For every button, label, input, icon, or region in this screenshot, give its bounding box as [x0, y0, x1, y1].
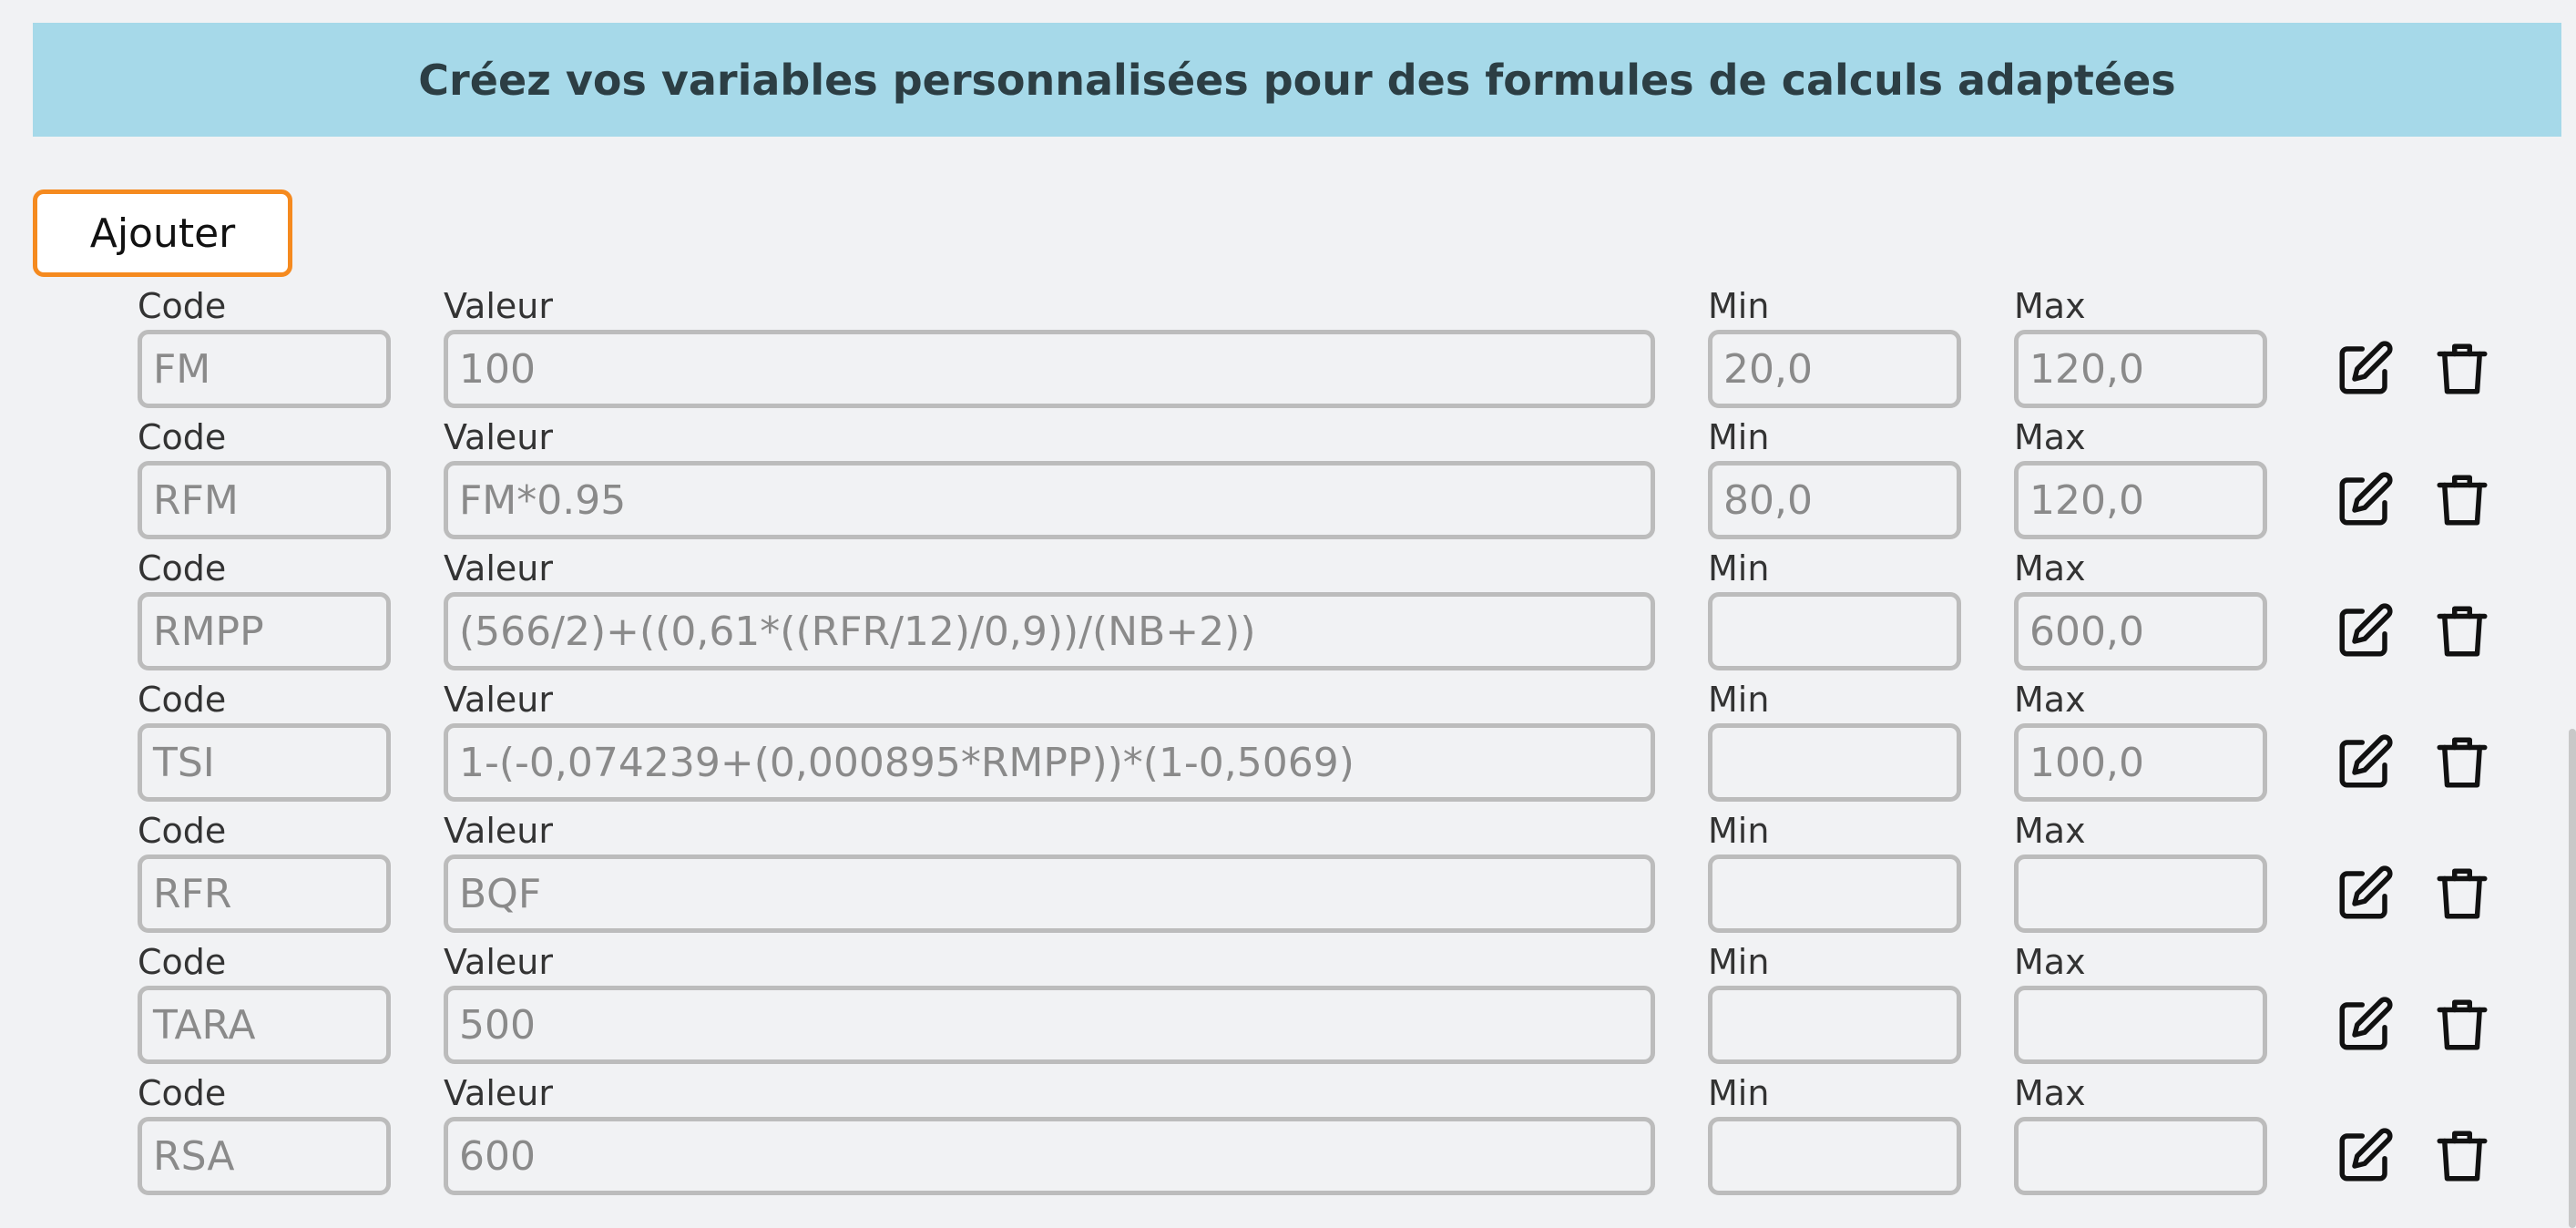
valeur-field[interactable]: 1-(-0,074239+(0,000895*RMPP))*(1-0,5069): [444, 723, 1655, 802]
trash-icon[interactable]: [2432, 1126, 2492, 1186]
variable-row: [0, 1069, 2576, 1201]
max-label: Max: [2014, 811, 2086, 851]
trash-icon[interactable]: [2432, 601, 2492, 661]
trash-icon[interactable]: [2432, 732, 2492, 793]
valeur-label: Valeur: [444, 811, 553, 851]
max-field[interactable]: 120,0: [2014, 461, 2267, 539]
variables-list: [0, 282, 2576, 1201]
edit-icon[interactable]: [2335, 339, 2395, 399]
valeur-label: Valeur: [444, 1073, 553, 1113]
min-field[interactable]: 80,0: [1708, 461, 1961, 539]
max-label: Max: [2014, 942, 2086, 982]
code-field[interactable]: TARA: [138, 986, 391, 1064]
min-label: Min: [1708, 942, 1770, 982]
scrollbar[interactable]: [2569, 729, 2576, 1228]
variable-row: [0, 938, 2576, 1069]
valeur-label: Valeur: [444, 417, 553, 457]
edit-icon[interactable]: [2335, 864, 2395, 924]
code-field[interactable]: RFR: [138, 854, 391, 933]
variable-row: [0, 545, 2576, 676]
valeur-label: Valeur: [444, 942, 553, 982]
code-label: Code: [138, 942, 227, 982]
valeur-label: Valeur: [444, 548, 553, 588]
add-variable-button[interactable]: Ajouter: [33, 189, 292, 277]
code-label: Code: [138, 680, 227, 720]
min-label: Min: [1708, 548, 1770, 588]
trash-icon[interactable]: [2432, 864, 2492, 924]
valeur-field[interactable]: FM*0.95: [444, 461, 1655, 539]
max-field[interactable]: 600,0: [2014, 592, 2267, 670]
code-field[interactable]: RSA: [138, 1117, 391, 1195]
min-label: Min: [1708, 286, 1770, 326]
code-field[interactable]: TSI: [138, 723, 391, 802]
max-field[interactable]: 100,0: [2014, 723, 2267, 802]
code-label: Code: [138, 417, 227, 457]
max-field[interactable]: [2014, 986, 2267, 1064]
page-title-banner: [33, 23, 2561, 137]
min-field[interactable]: [1708, 854, 1961, 933]
page-title: Créez vos variables personnalisées pour des formules de calculs adaptées: [418, 55, 2176, 105]
max-label: Max: [2014, 417, 2086, 457]
edit-icon[interactable]: [2335, 732, 2395, 793]
max-label: Max: [2014, 1073, 2086, 1113]
variable-row: [0, 414, 2576, 545]
max-field[interactable]: [2014, 1117, 2267, 1195]
edit-icon[interactable]: [2335, 601, 2395, 661]
max-field[interactable]: [2014, 854, 2267, 933]
valeur-label: Valeur: [444, 680, 553, 720]
trash-icon[interactable]: [2432, 995, 2492, 1055]
min-field[interactable]: [1708, 986, 1961, 1064]
edit-icon[interactable]: [2335, 995, 2395, 1055]
valeur-field[interactable]: (566/2)+((0,61*((RFR/12)/0,9))/(NB+2)): [444, 592, 1655, 670]
min-field[interactable]: [1708, 1117, 1961, 1195]
code-label: Code: [138, 1073, 227, 1113]
valeur-field[interactable]: BQF: [444, 854, 1655, 933]
valeur-field[interactable]: 600: [444, 1117, 1655, 1195]
code-label: Code: [138, 811, 227, 851]
trash-icon[interactable]: [2432, 339, 2492, 399]
code-label: Code: [138, 548, 227, 588]
valeur-field[interactable]: 500: [444, 986, 1655, 1064]
trash-icon[interactable]: [2432, 470, 2492, 530]
code-field[interactable]: FM: [138, 330, 391, 408]
edit-icon[interactable]: [2335, 1126, 2395, 1186]
min-label: Min: [1708, 417, 1770, 457]
min-label: Min: [1708, 1073, 1770, 1113]
max-label: Max: [2014, 548, 2086, 588]
max-label: Max: [2014, 286, 2086, 326]
min-label: Min: [1708, 680, 1770, 720]
max-field[interactable]: 120,0: [2014, 330, 2267, 408]
valeur-field[interactable]: 100: [444, 330, 1655, 408]
variable-row: [0, 282, 2576, 414]
min-field[interactable]: [1708, 723, 1961, 802]
edit-icon[interactable]: [2335, 470, 2395, 530]
min-label: Min: [1708, 811, 1770, 851]
min-field[interactable]: [1708, 592, 1961, 670]
max-label: Max: [2014, 680, 2086, 720]
min-field[interactable]: 20,0: [1708, 330, 1961, 408]
variable-row: [0, 676, 2576, 807]
code-label: Code: [138, 286, 227, 326]
code-field[interactable]: RFM: [138, 461, 391, 539]
code-field[interactable]: RMPP: [138, 592, 391, 670]
valeur-label: Valeur: [444, 286, 553, 326]
variable-row: [0, 807, 2576, 938]
